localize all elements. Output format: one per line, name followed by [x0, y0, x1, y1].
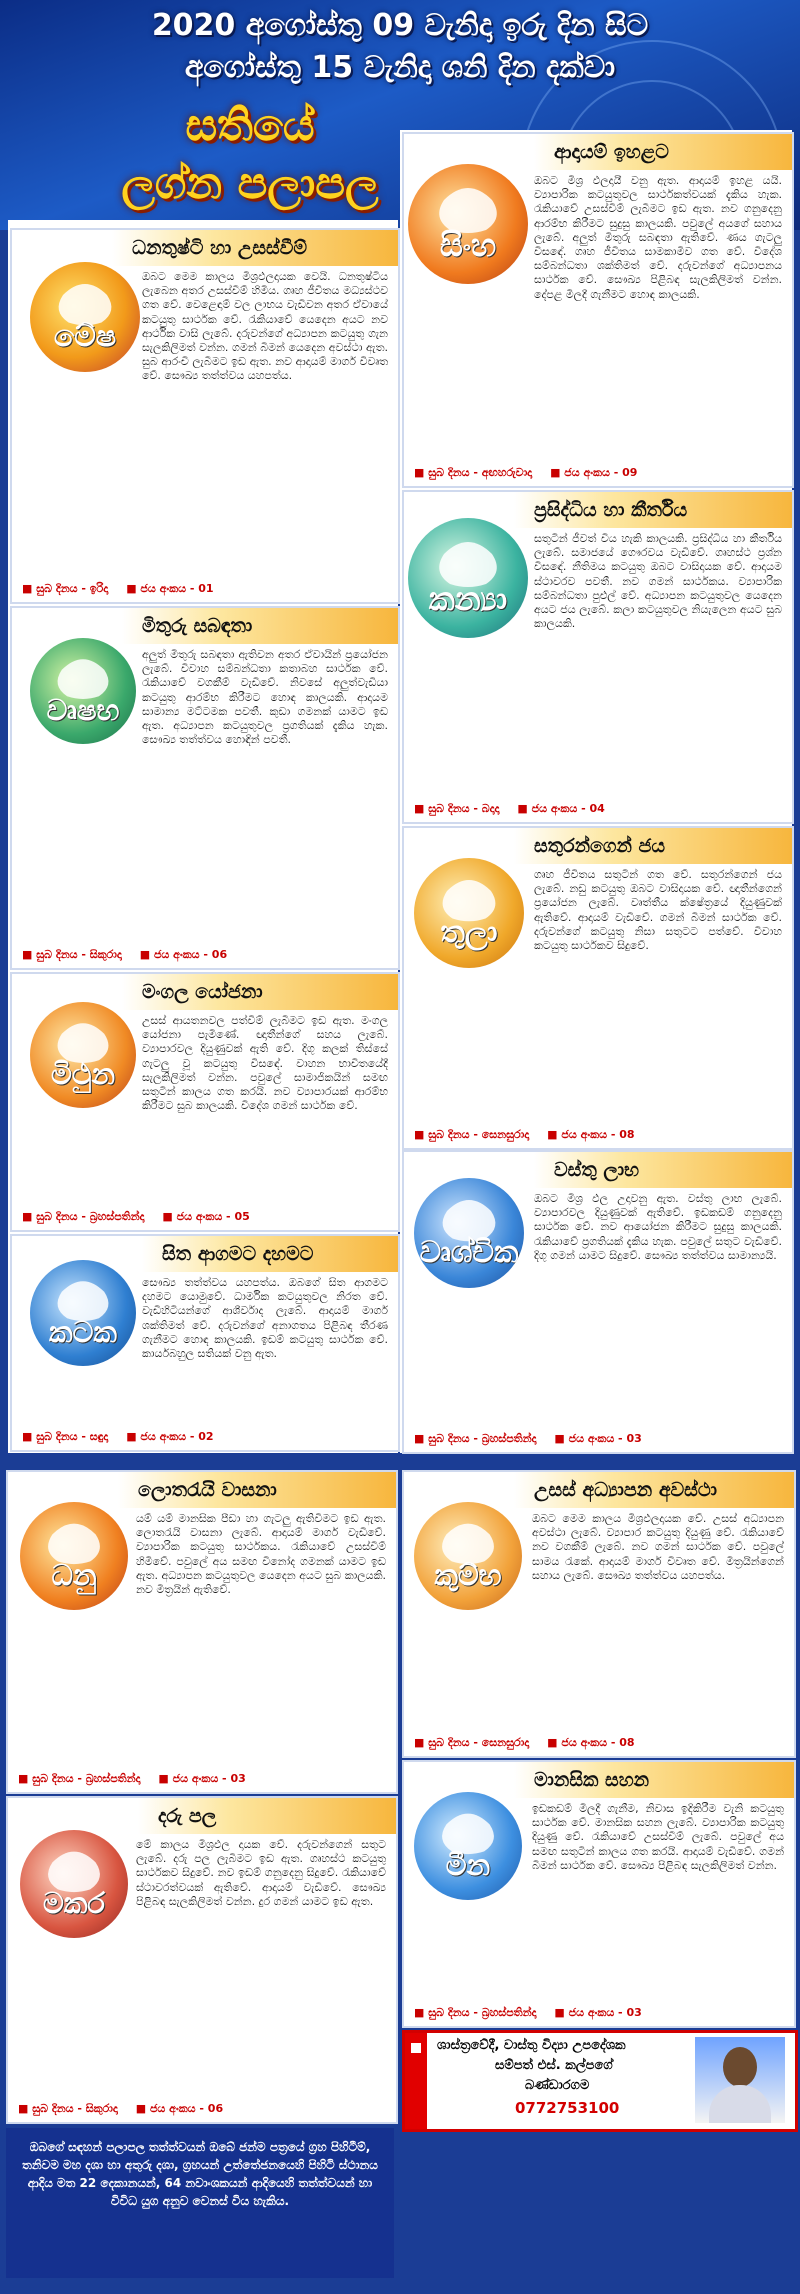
card-body-text: ඉඩකඩම් මිලදී ගැනීම, නිවාස ඉදිකිරීම වැනි කටයුතු සාර්ථක වේ. මානසික සහන ලැබේ. ව්‍යාපාරික කටයුතු දියුණු වේ. රැකියාවේ උසස්වීම් ලැබේ. පවුලේ අය සමඟ සතුටින් කාලය ගත කරයි. ආදායම් වැඩිවේ. ගමන් බිමන් සාර්ථක වේ. සෞඛ්‍ය පිළිබඳ සැලකිලිමත් වන්න.	[532, 1802, 784, 1872]
card-heading: දරු පල	[158, 1805, 217, 1827]
lucky-day: ■ සුබ දිනය - සිකුරාදා	[18, 2102, 118, 2115]
header-date-line-2: අගෝස්තු 15 වැනිදා ශනි දින දක්වා	[184, 50, 616, 85]
page-title-line-1: සතියේ	[185, 100, 315, 151]
horoscope-card-vrushabha	[10, 606, 400, 970]
card-heading: මිතුරු සබඳතා	[142, 615, 253, 637]
scales-icon	[414, 858, 524, 968]
crab-icon	[30, 1260, 136, 1366]
sign-name: කන්‍යා	[428, 580, 508, 619]
card-heading: සතුරන්ගෙන් ජය	[534, 835, 666, 857]
lucky-number: ■ ජය අංකය - 06	[135, 2102, 224, 2115]
card-body-text: යම් යම් මානසික පීඩා හා ගැටලු ඇතිවීමට ඉඩ ඇත. ලොතරැයි වාසනා ලැබේ. ආදායම් මාර්ග වැඩිවේ. ව්‍යාපාරික කටයුතු සාර්ථකය. රැකියාවේ උසස්වීම් හිමිවේ. පවුලේ අය සමඟ විනෝද ගමනක් යාමට ඉඩ ඇත. අධ්‍යාපන කටයුතුවල යෙදෙන අයට සුබ කාලයකි. නව මිත්‍රයින් ඇතිවේ.	[136, 1512, 386, 1597]
lucky-day: ■ සුබ දිනය - සෙනසුරාදා	[414, 1128, 530, 1141]
scorpion-icon	[414, 1178, 524, 1288]
card-body-text: මේ කාලය මිශ්‍රඵල දායක වේ. දරුවන්ගෙන් සතුට ලැබේ. දරු පල ලැබීමට ඉඩ ඇත. ගෘහස්ථ කටයුතු සාර්ථකව සිදුවේ. නව ඉඩම් ගනුදෙනු සිදුවේ. රැකියාවේ ස්ථාවරත්වයක් ඇතිවේ. ආදායම් වැඩිවේ. සෞඛ්‍ය පිළිබඳ සැලකිලිමත් වන්න. දුර ගමන් යාමට ඉඩ ඇත.	[136, 1838, 386, 1908]
card-body-text: ඔබට මිශ්‍ර ඵල උදාවනු ඇත. වස්තු ලාභ ලැබේ. ව්‍යාපාරවල දියුණුවක් ඇතිවේ. ඉඩකඩම් ගනුදෙනු සාර්ථක වේ. නව ආයෝජන කිරීමට සුදුසු කාලයකි. රැකියාවේ ප්‍රගතියක් දැකිය හැක. පවුලේ සතුට වැඩිවේ. දිගු ගමන් යාමට සිදුවේ. සෞඛ්‍ය තත්ත්වය සාමාන්‍යයි.	[534, 1192, 782, 1262]
card-heading: උසස් අධ්‍යාපන අවස්ථා	[534, 1479, 717, 1501]
lucky-day-and-number	[414, 1736, 635, 1750]
horoscope-card-dhanu	[6, 1470, 398, 1794]
goat-icon	[20, 1830, 128, 1938]
sign-name: මීන	[445, 1848, 491, 1883]
lion-icon	[408, 164, 528, 284]
card-body-text: ඔබට මෙම කාලය මිශ්‍රඵලදායක වේ. උසස් අධ්‍යාපන අවස්ථා ලැබේ. ව්‍යාපාර කටයුතු දියුණු වේ. රැකියාවේ නව වගකීම් ලැබේ. නව ගමන් සාර්ථක වේ. පවුලේ සාමය රැකේ. ආදායම් මාර්ග විවෘත වේ. මිත්‍රයින්ගෙන් සහාය ලැබේ. සෞඛ්‍ය තත්ත්වය යහපත්ය.	[532, 1512, 784, 1582]
card-body-text: ඔබට මිශ්‍ර ඵලදායී වනු ඇත. ආදායම් ඉහළ යයි. ව්‍යාපාරික කටයුතුවල සාර්ථකත්වයක් දැකිය හැක. රැකියාවේ උසස්වීම් ලැබීමට ඉඩ ඇත. නව ගනුදෙනු ආරම්භ කිරීමට සුදුසු කාලයකි. පවුලේ අයගේ සහාය ලැබේ. අලුත් මිතුරු සබඳතා ඇතිවේ. ණය ගැටලු විසඳේ. ගෘහ ජීවිතය සාමකාමීව ගත වේ. විදේශ සම්බන්ධතා ශක්තිමත් වේ. දරුවන්ගේ අධ්‍යාපනය සාර්ථක වේ. සෞඛ්‍ය පිළිබඳ සැලකිලිමත් වන්න. දේපළ මිලදී ගැනීමට හොඳ කාලයකි.	[534, 174, 782, 301]
astrologer-location: බණ්ඩාරගම	[525, 2078, 590, 2093]
horoscope-card-thula	[402, 826, 794, 1150]
horoscope-card-mithuna	[10, 972, 400, 1232]
card-body-text: ගෘහ ජීවිතය සතුටින් ගත වේ. සතුරන්ගෙන් ජය ලැබේ. නඩු කටයුතු ඔබට වාසිදායක වේ. ඥාතීන්ගෙන් ප්‍රයෝජන ලැබේ. වෘත්තීය ක්ෂේත්‍රයේ දියුණුවක් ඇතිවේ. ආදායම් වැඩිවේ. ගමන් බිමන් සාර්ථක වේ. දරුවන්ගේ කටයුතු නිසා සතුටට පත්වේ. විවාහ කටයුතු සාර්ථකව සිදුවේ.	[534, 868, 782, 953]
card-heading: මංගල යෝජනා	[142, 981, 263, 1003]
lucky-number: ■ ජය අංකය - 02	[126, 1430, 214, 1443]
lucky-number: ■ ජය අංකය - 03	[158, 1772, 246, 1785]
lucky-number: ■ ජය අංකය - 06	[139, 948, 228, 961]
sign-name: වෘෂභ	[46, 693, 120, 728]
sign-name: ධනු	[51, 1558, 97, 1593]
water-bearer-icon	[414, 1502, 522, 1610]
card-heading: ලොතරැයි වාසනා	[138, 1479, 277, 1501]
footer-note-text: ඔබගේ සඳහන් පලාපල තත්ත්වයන් ඔබේ ජන්ම පත්‍රයේ ග්‍රහ පිහිටීම්, තනිවම මහ දශා හා අතුරු දශා, ග්‍රහයන් උත්තේජනයෙහි පිහිටි ස්ථානය ආදිය මත 22 දෙකානයන්, 64 නවාංශකයන් ආදියෙහි තත්ත්වයන් හා විවිධ යුග අනුව වෙනස් විය හැකිය.	[22, 2140, 378, 2208]
card-body-text: සතුටින් ජීවත් විය හැකි කාලයකි. ප්‍රසිද්ධිය හා කීර්තිය ලැබේ. සමාජයේ ගෞරවය වැඩිවේ. ගෘහස්ථ ප්‍රශ්න විසඳේ. නීතිමය කටයුතු ඔබට වාසිදායක වේ. ආදායම ස්ථාවරව පවතී. නව ගමන් සාර්ථකය. ව්‍යාපාරික සම්බන්ධතා පුළුල් වේ. අධ්‍යාපන කටයුතුවල යෙදෙන අයට ජය ලැබේ. කලා කටයුතුවල නියැලෙන අයට සුබ කාලයකි.	[534, 532, 782, 631]
page-title-line-2: ලග්න පලාපල	[121, 158, 379, 209]
card-heading: ප්‍රසිද්ධිය හා කීර්තිය	[534, 499, 688, 521]
horoscope-card-kanya	[402, 490, 794, 824]
horoscope-card-vrushchika	[402, 1150, 794, 1454]
lucky-day: ■ සුබ දිනය - අඟහරුවාදා	[414, 466, 533, 479]
lucky-day-and-number	[22, 1210, 250, 1224]
lucky-day: ■ සුබ දිනය - ඉරිදා	[22, 582, 109, 595]
lucky-number: ■ ජය අංකය - 03	[554, 2006, 642, 2019]
lucky-number: ■ ජය අංකය - 08	[547, 1736, 635, 1749]
card-body-text: උසස් ආයතනවල පත්වීම් ලැබීමට ඉඩ ඇත. මංගල යෝජනා පැමිණේ. ඥාතීන්ගේ සහය ලැබේ. ව්‍යාපාරවල දියුණුවක් ඇති වේ. දිගු කලක් තිස්සේ ගැටලු වූ කටයුතු විසඳේ. වාහන භාවිතයේදී සැලකිලිමත් වන්න. පවුලේ සාමාජිකයින් සමඟ සතුටින් කාලය ගත කරයි. නව ව්‍යාපාරයක් ආරම්භ කිරීමට සුබ කාලයකි. විදේශ ගමන් සාර්ථක වේ.	[142, 1014, 388, 1113]
lucky-day: ■ සුබ දිනය - සිකුරාදා	[22, 948, 122, 961]
astrologer-photo	[695, 2037, 785, 2123]
card-body-text: සෞඛ්‍ය තත්ත්වය යහපත්ය. ඔබගේ සිත ආගමට දහමට යොමුවේ. ධාර්මික කටයුතුවල නිරත වේ. වැඩිහිටියන්ගේ ආශීර්වාද ලැබේ. ආදායම් මාර්ග ශක්තිමත් වේ. දරුවන්ගේ අනාගතය පිළිබඳ තීරණ ගැනීමට හොඳ කාලයකි. ඉඩම් කටයුතු සාර්ථක වේ. කාර්යබහුල සතියක් වනු ඇත.	[142, 1276, 388, 1361]
sign-name: කටක	[49, 1315, 117, 1350]
lucky-number: ■ ජය අංකය - 01	[126, 582, 214, 595]
lucky-day-and-number	[22, 948, 227, 962]
card-heading: ආදායම් ඉහළට	[554, 141, 669, 163]
horoscope-card-kataka	[10, 1234, 400, 1452]
sign-name: මිථුන	[50, 1057, 116, 1092]
lucky-day-and-number	[22, 1430, 214, 1444]
lucky-day: ■ සුබ දිනය - බ්‍රහස්පතින්දා	[414, 1432, 537, 1445]
sign-name: තුලා	[440, 915, 498, 951]
card-heading: ධනතුෂ්ටි හා උසස්වීම්	[132, 237, 308, 259]
horoscope-card-simha	[402, 132, 794, 488]
lucky-number: ■ ජය අංකය - 09	[550, 466, 638, 479]
astrologer-phone[interactable]: 0772753100	[515, 2099, 620, 2117]
sign-name: සිංහ	[439, 226, 497, 265]
lucky-day: ■ සුබ දිනය - සඳුදා	[22, 1430, 109, 1443]
sign-name: වෘශ්චික	[419, 1235, 519, 1271]
horoscope-card-makara	[6, 1796, 398, 2124]
lucky-number: ■ ජය අංකය - 04	[517, 802, 605, 815]
archer-icon	[20, 1502, 128, 1610]
ram-icon	[30, 262, 140, 372]
card-heading: වස්තු ලාභ	[554, 1159, 640, 1181]
twins-icon	[30, 1002, 136, 1108]
lucky-day: ■ සුබ දිනය - බ්‍රහස්පතින්දා	[18, 1772, 141, 1785]
footer-note	[6, 2128, 394, 2278]
card-heading: සිත ආගමට දහමට	[162, 1243, 314, 1265]
astrologer-title: ශාස්ත්‍රවේදී, වාස්තු විද්‍යා උපදේශක	[437, 2038, 626, 2053]
maiden-icon	[408, 518, 528, 638]
card-body-text: අලුත් මිතුරු සබඳතා ඇතිවන අතර ඒවායින් ප්‍රයෝජන ලැබේ. විවාහ සම්බන්ධතා කතාබහ සාර්ථක වේ. රැකියාවේ වගකීම් වැඩිවේ. නිවසේ අලුත්වැඩියා කටයුතු ආරම්භ කිරීමට හොඳ කාලයකි. ආදායම සාමාන්‍ය මට්ටමක පවතී. කුඩා ගමනක් යාමට ඉඩ ඇත. අධ්‍යාපන කටයුතුවල ප්‍රගතියක් දැකිය හැක. සෞඛ්‍ය තත්ත්වය හොඳින් පවතී.	[142, 648, 388, 747]
lucky-number: ■ ජය අංකය - 03	[554, 1432, 642, 1445]
astrologer-name: සම්පත් එස්. කල්පගේ	[495, 2058, 613, 2073]
sign-name: කුම්භ	[434, 1558, 502, 1593]
lucky-day-and-number	[414, 2006, 642, 2020]
lucky-day-and-number	[414, 802, 605, 816]
card-heading: මානසික සහන	[534, 1769, 650, 1791]
card-body-text: ඔබට මෙම කාලය මිශ්‍රඵලදායක වෙයි. ධනතුෂ්ටිය ලැබෙන අතර උසස්වීම් හිමිය. ගෘහ ජීවිතය මධ්‍යස්ථව ගත වේ. වෙළෙඳාම් වල ලාභය වැඩිවන අතර ඒවායේ කටයුතු සාර්ථක වේ. රැකියාවේ යෙදෙන අයට නව ආර්ථික වාසි ලැබේ. දරුවන්ගේ අධ්‍යාපන කටයුතු ගැන සැලකිලිමත් වන්න. ගමන් බිමන් යෙදෙන අවස්ථා ඇත. සුබ ආරංචි ලැබීමට ඉඩ ඇත. නව ආදායම් මාර්ග විවෘත වේ. සෞඛ්‍ය තත්ත්වය යහපත්ය.	[142, 270, 388, 383]
lucky-day-and-number	[414, 466, 637, 480]
sign-name: මකර	[43, 1886, 105, 1921]
lucky-day: ■ සුබ දිනය - බදාදා	[414, 802, 500, 815]
horoscope-card-mesha	[10, 228, 400, 604]
lucky-day: ■ සුබ දිනය - සෙනසුරාදා	[414, 1736, 530, 1749]
lucky-day: ■ සුබ දිනය - බ්‍රහස්පතින්දා	[414, 2006, 537, 2019]
astrologer-contact-box	[402, 2030, 798, 2132]
fish-icon	[414, 1792, 522, 1900]
lucky-number: ■ ජය අංකය - 08	[547, 1128, 635, 1141]
lucky-day: ■ සුබ දිනය - බ්‍රහස්පතින්දා	[22, 1210, 145, 1223]
bullet-icon	[411, 2043, 421, 2053]
lucky-number: ■ ජය අංකය - 05	[162, 1210, 250, 1223]
horoscope-card-kumbha	[402, 1470, 796, 1758]
lucky-day-and-number	[18, 2102, 223, 2116]
lucky-day-and-number	[18, 1772, 246, 1786]
bull-icon	[30, 638, 136, 744]
lucky-day-and-number	[22, 582, 214, 596]
sign-name: මේෂ	[53, 319, 117, 355]
lucky-day-and-number	[414, 1128, 635, 1142]
lucky-day-and-number	[414, 1432, 642, 1446]
header-date-line-1: 2020 අගෝස්තු 09 වැනිදා ඉරු දින සිට	[151, 8, 649, 43]
horoscope-card-meena	[402, 1760, 796, 2028]
